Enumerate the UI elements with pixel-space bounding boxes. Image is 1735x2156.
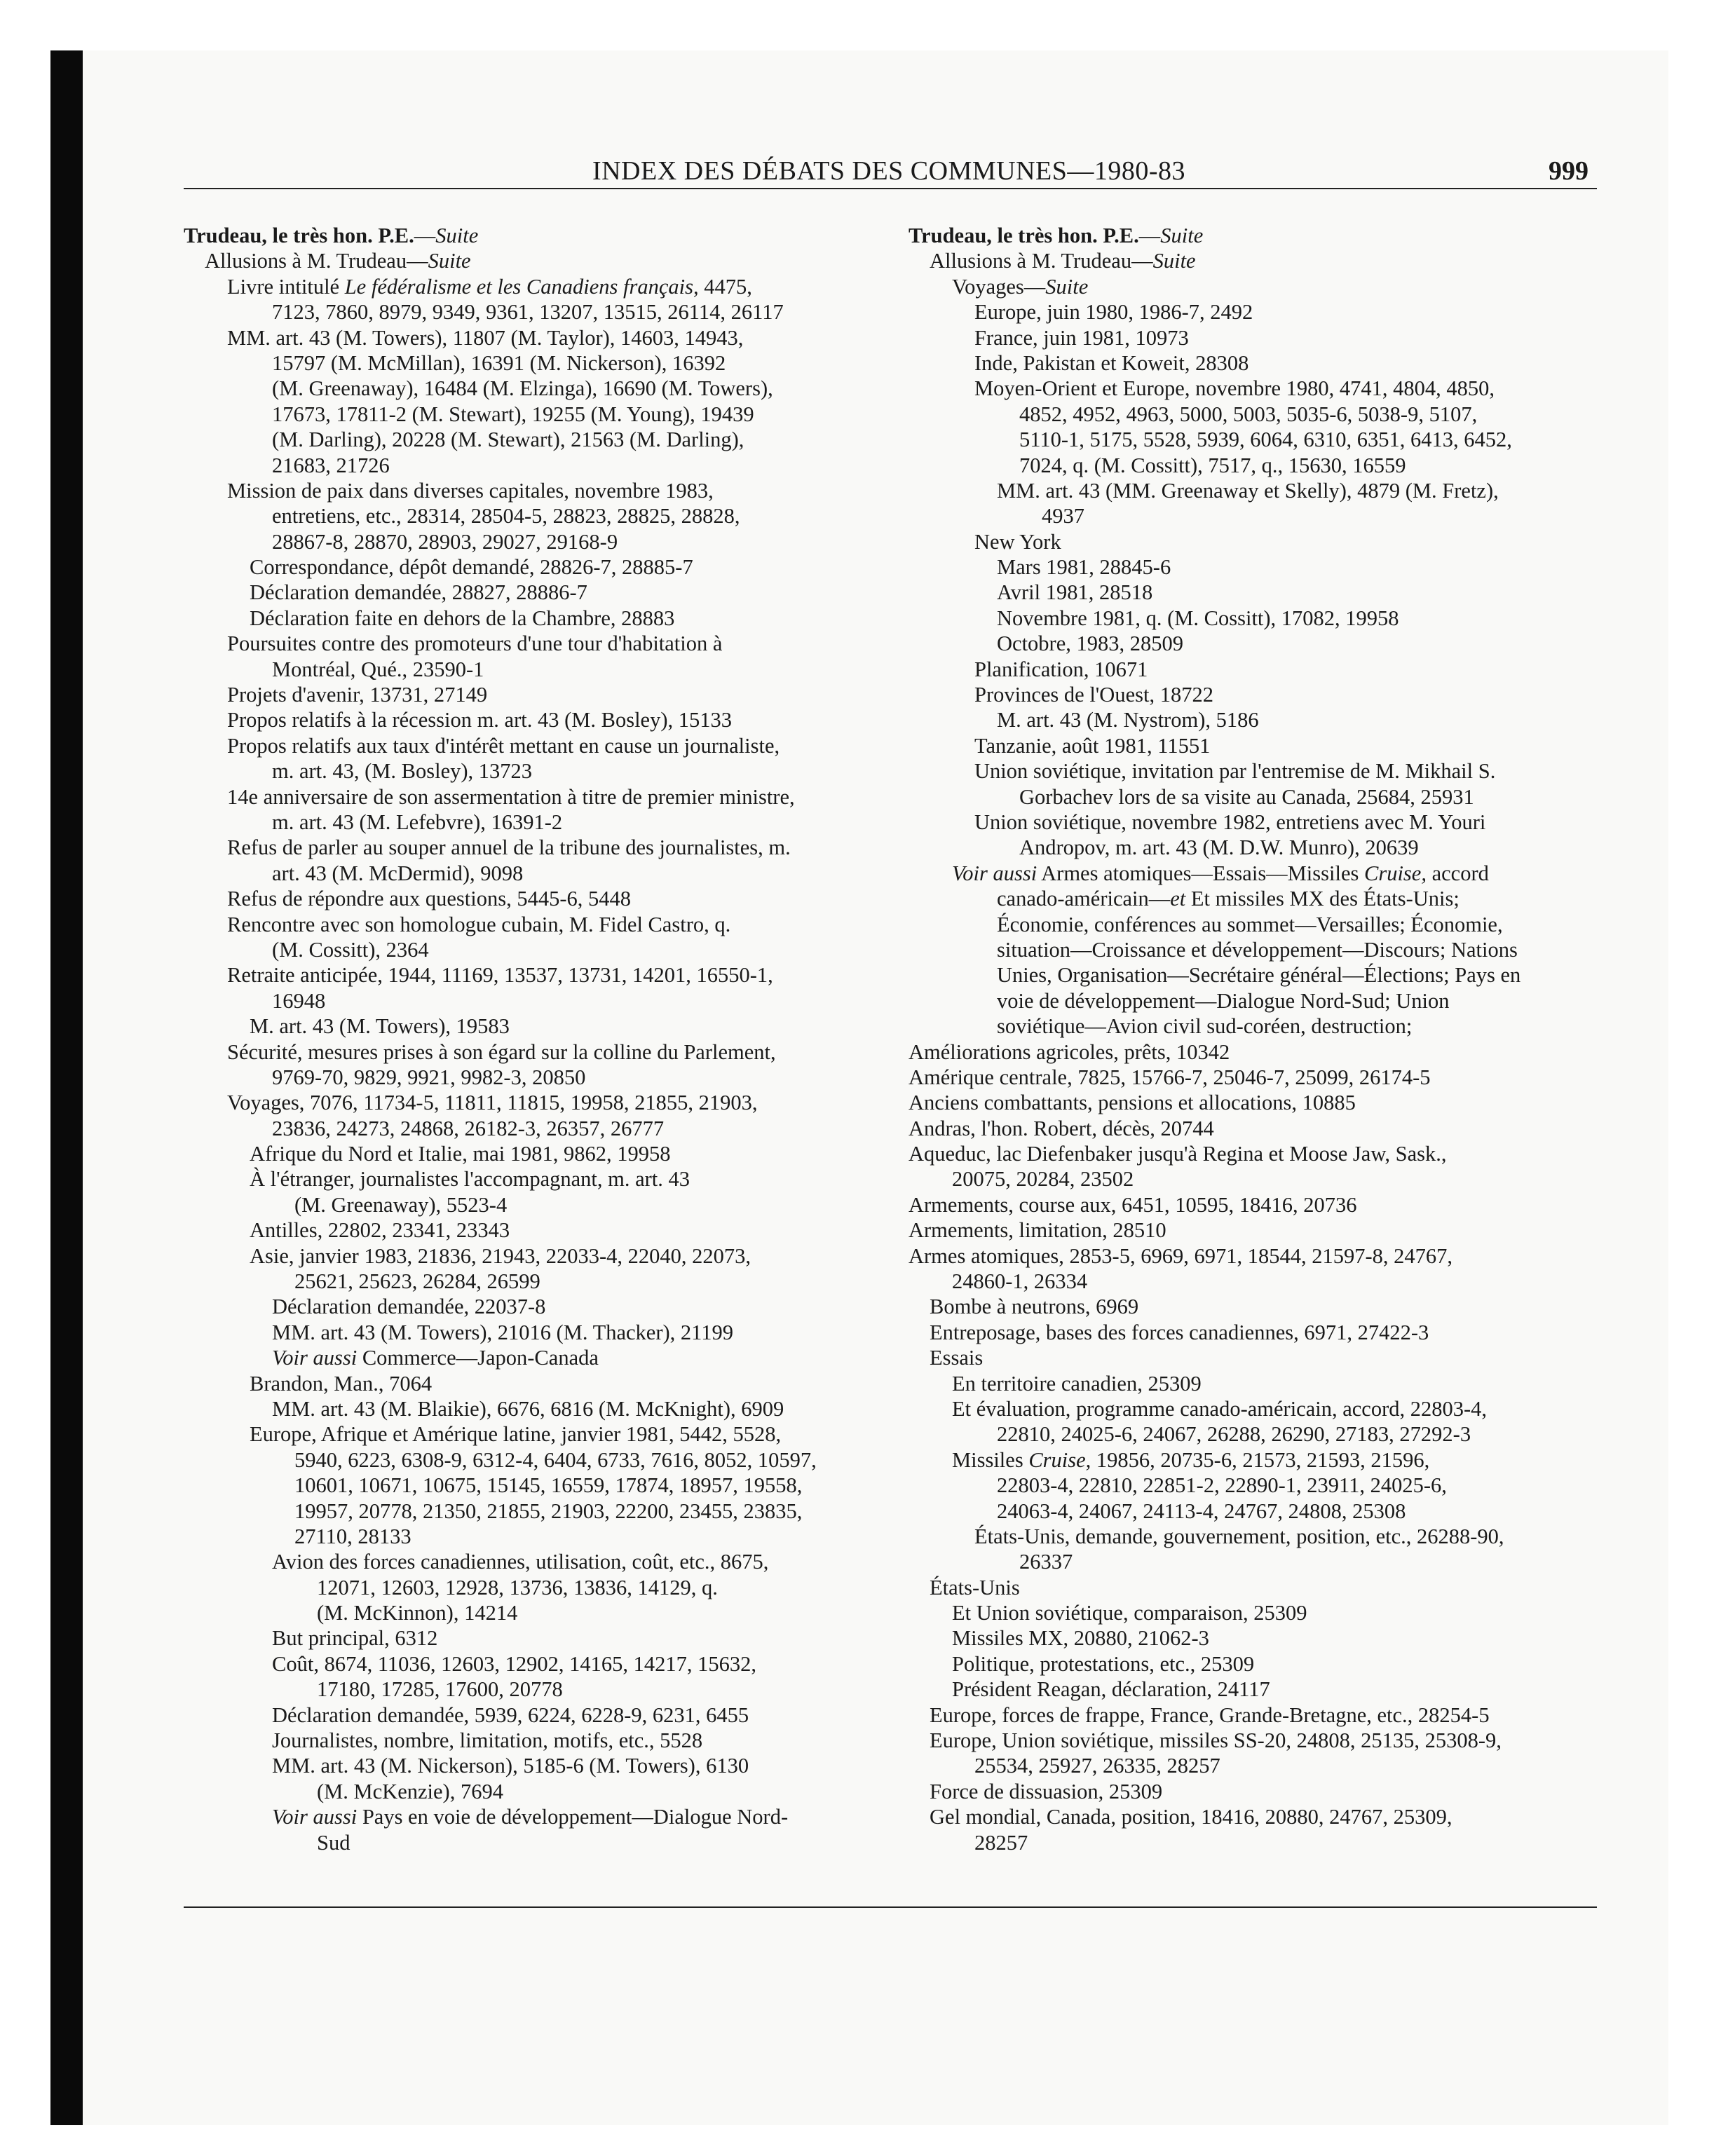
index-text: MM. art. 43 (M. Towers), 21016 (M. Thacker), 21199 xyxy=(272,1320,734,1344)
index-line xyxy=(184,1625,885,1651)
index-line xyxy=(909,1294,1610,1319)
index-text: Déclaration demandée, 28827, 28886-7 xyxy=(250,580,587,605)
index-text: 12071, 12603, 12928, 13736, 13836, 14129, q. xyxy=(317,1575,718,1599)
index-line xyxy=(909,1345,1610,1370)
index-line xyxy=(184,835,885,860)
index-line xyxy=(184,810,885,835)
index-text: Afrique du Nord et Italie, mai 1981, 9862, 19958 xyxy=(250,1142,671,1166)
index-line xyxy=(909,248,1610,273)
index-line xyxy=(909,1065,1610,1090)
index-line xyxy=(184,682,885,707)
index-line xyxy=(184,1473,885,1498)
index-text: 5940, 6223, 6308-9, 6312-4, 6404, 6733, 7616, 8052, 10597, xyxy=(294,1447,817,1472)
index-line xyxy=(184,350,885,376)
index-line xyxy=(184,1600,885,1625)
index-text: Déclaration demandée, 5939, 6224, 6228-9, 6231, 6455 xyxy=(272,1703,749,1727)
index-line xyxy=(184,554,885,580)
index-line xyxy=(184,1830,885,1855)
index-line xyxy=(909,758,1610,784)
index-text: Journalistes, nombre, limitation, motifs, etc., 5528 xyxy=(272,1728,703,1753)
index-text: États-Unis xyxy=(930,1575,1020,1599)
index-line xyxy=(909,1371,1610,1396)
index-line xyxy=(909,1524,1610,1549)
index-line xyxy=(184,1243,885,1269)
index-text: Europe, forces de frappe, France, Grande-Bretagne, etc., 28254-5 xyxy=(930,1703,1490,1727)
index-line xyxy=(909,810,1610,835)
index-line xyxy=(909,1090,1610,1115)
header-rule xyxy=(184,188,1597,189)
index-line xyxy=(909,427,1610,452)
index-line xyxy=(909,223,1610,248)
index-text: 19856, 20735-6, 21573, 21593, 21596, xyxy=(1091,1447,1430,1472)
index-line xyxy=(184,529,885,554)
index-text: Correspondance, dépôt demandé, 28826-7, 28885-7 xyxy=(250,555,693,580)
index-text: Déclaration faite en dehors de la Chambre, 28883 xyxy=(250,606,675,630)
index-text: (M. Greenaway), 16484 (M. Elzinga), 16690 (M. Towers), xyxy=(272,376,773,401)
index-line xyxy=(909,1039,1610,1065)
index-text: — xyxy=(414,224,436,247)
index-text: entretiens, etc., 28314, 28504-5, 28823, 28825, 28828, xyxy=(272,504,740,528)
index-text: Missiles MX, 20880, 21062-3 xyxy=(952,1626,1209,1651)
index-line xyxy=(184,631,885,656)
index-text: Mission de paix dans diverses capitales, novembre 1983, xyxy=(227,478,714,503)
index-line xyxy=(184,503,885,528)
index-line xyxy=(909,299,1610,325)
index-text: Suite xyxy=(1045,274,1089,299)
index-text: 17180, 17285, 17600, 20778 xyxy=(317,1677,563,1702)
index-line xyxy=(184,1014,885,1039)
index-text: Voyages— xyxy=(952,274,1046,299)
index-line xyxy=(184,861,885,886)
index-text: Coût, 8674, 11036, 12603, 12902, 14165, 14217, 15632, xyxy=(272,1651,757,1676)
index-line xyxy=(909,1830,1610,1855)
index-text: Gel mondial, Canada, position, 18416, 20880, 24767, 25309, xyxy=(930,1805,1452,1829)
index-line xyxy=(184,248,885,273)
index-text: accord xyxy=(1426,861,1489,885)
index-line xyxy=(909,1473,1610,1498)
index-text: Poursuites contre des promoteurs d'une tour d'habitation à xyxy=(227,632,723,656)
index-line xyxy=(909,1421,1610,1447)
index-text: 21683, 21726 xyxy=(272,453,390,477)
index-text: Mars 1981, 28845-6 xyxy=(997,555,1171,580)
index-text: Gorbachev lors de sa visite au Canada, 25684, 25931 xyxy=(1019,784,1474,809)
page-number: 999 xyxy=(1549,156,1588,186)
index-text: Armements, course aux, 6451, 10595, 18416, 20736 xyxy=(909,1192,1357,1217)
index-text: Économie, conférences au sommet—Versailles; Économie, xyxy=(997,912,1503,936)
index-line xyxy=(184,1141,885,1166)
index-line xyxy=(184,606,885,631)
index-text: 22810, 24025-6, 24067, 26288, 26290, 27183, 27292-3 xyxy=(997,1422,1471,1447)
index-line xyxy=(184,707,885,732)
index-line xyxy=(184,1549,885,1574)
index-line xyxy=(184,1065,885,1090)
index-text: Suite xyxy=(1160,224,1204,247)
index-line xyxy=(909,402,1610,427)
index-text: M. art. 43 (M. Nystrom), 5186 xyxy=(997,708,1259,732)
index-line xyxy=(184,1217,885,1243)
index-text: Voir aussi xyxy=(272,1805,358,1829)
index-text: But principal, 6312 xyxy=(272,1626,438,1651)
index-line xyxy=(909,1192,1610,1217)
footer-rule xyxy=(184,1906,1597,1908)
index-text: M. art. 43 (M. Towers), 19583 xyxy=(250,1014,510,1039)
index-text: Et missiles MX des États-Unis; xyxy=(1185,887,1460,911)
index-text: Europe, juin 1980, 1986-7, 2492 xyxy=(974,300,1253,325)
index-line xyxy=(909,274,1610,299)
index-line xyxy=(909,1549,1610,1574)
index-text: Refus de parler au souper annuel de la tribune des journalistes, m. xyxy=(227,835,791,860)
index-text: New York xyxy=(974,529,1061,554)
index-text: voie de développement—Dialogue Nord-Sud; Union xyxy=(997,988,1450,1013)
index-text: Union soviétique, invitation par l'entremise de M. Mikhail S. xyxy=(974,759,1496,784)
index-line xyxy=(184,1524,885,1549)
index-line xyxy=(909,1499,1610,1524)
index-line xyxy=(184,1499,885,1524)
index-line xyxy=(909,350,1610,376)
index-text: Missiles xyxy=(952,1447,1029,1472)
index-text: MM. art. 43 (M. Blaikie), 6676, 6816 (M. McKnight), 6909 xyxy=(272,1396,784,1421)
index-line xyxy=(909,1779,1610,1804)
index-text: 15797 (M. McMillan), 16391 (M. Nickerson), 16392 xyxy=(272,350,726,375)
index-text: Moyen-Orient et Europe, novembre 1980, 4741, 4804, 4850, xyxy=(974,376,1495,401)
index-line xyxy=(184,1371,885,1396)
index-text: Et Union soviétique, comparaison, 25309 xyxy=(952,1601,1307,1625)
index-line xyxy=(909,682,1610,707)
index-line xyxy=(909,835,1610,860)
index-column-left xyxy=(184,223,885,1855)
index-line xyxy=(184,937,885,962)
index-text: Et évaluation, programme canado-américain, accord, 22803-4, xyxy=(952,1396,1488,1421)
index-line xyxy=(184,1320,885,1345)
index-line xyxy=(184,223,885,248)
index-line xyxy=(184,988,885,1014)
index-text: Armes atomiques, 2853-5, 6969, 6971, 18544, 21597-8, 24767, xyxy=(909,1243,1452,1268)
index-text: Andras, l'hon. Robert, décès, 20744 xyxy=(909,1116,1214,1140)
index-text: Projets d'avenir, 13731, 27149 xyxy=(227,683,488,707)
index-text: MM. art. 43 (MM. Greenaway et Skelly), 4879 (M. Fretz), xyxy=(997,478,1499,503)
index-line xyxy=(184,1396,885,1421)
index-text: Essais xyxy=(930,1346,984,1370)
index-text: Le fédéralisme et les Canadiens français, xyxy=(344,274,699,299)
index-line xyxy=(909,529,1610,554)
index-text: 16948 xyxy=(272,988,326,1013)
index-line xyxy=(909,1116,1610,1141)
index-line xyxy=(184,1447,885,1473)
index-line xyxy=(184,1575,885,1600)
index-text: 20075, 20284, 23502 xyxy=(952,1167,1134,1192)
index-line xyxy=(184,1039,885,1065)
index-line xyxy=(909,1396,1610,1421)
index-line xyxy=(909,1141,1610,1166)
index-line xyxy=(909,657,1610,682)
index-text: Suite xyxy=(435,224,479,247)
running-title: INDEX DES DÉBATS DES COMMUNES—1980-83 xyxy=(592,156,1186,186)
index-line xyxy=(184,912,885,937)
index-text: Unies, Organisation—Secrétaire général—Élections; Pays en xyxy=(997,963,1521,988)
index-line xyxy=(909,478,1610,503)
index-text: 4937 xyxy=(1042,504,1084,528)
index-text: Aqueduc, lac Diefenbaker jusqu'à Regina et Moose Jaw, Sask., xyxy=(909,1142,1447,1166)
index-line xyxy=(909,1243,1610,1269)
index-line xyxy=(909,631,1610,656)
index-line xyxy=(909,1728,1610,1753)
index-line xyxy=(909,1703,1610,1728)
index-text: Président Reagan, déclaration, 24117 xyxy=(952,1677,1270,1702)
index-text: Propos relatifs aux taux d'intérêt mettant en cause un journaliste, xyxy=(227,733,780,758)
index-text: Propos relatifs à la récession m. art. 43 (M. Bosley), 15133 xyxy=(227,708,732,732)
index-line xyxy=(909,962,1610,988)
index-text: soviétique—Avion civil sud-coréen, destruction; xyxy=(997,1014,1413,1039)
index-text: France, juin 1981, 10973 xyxy=(974,325,1189,350)
index-text: Novembre 1981, q. (M. Cossitt), 17082, 19958 xyxy=(997,606,1399,630)
index-line xyxy=(184,1651,885,1677)
scan-edge-bar xyxy=(50,50,83,2125)
index-line xyxy=(184,580,885,605)
index-text: Antilles, 22802, 23341, 23343 xyxy=(250,1218,510,1243)
index-line xyxy=(184,1090,885,1115)
index-line xyxy=(184,1779,885,1804)
index-line xyxy=(909,1166,1610,1192)
index-text: canado-américain— xyxy=(997,887,1171,911)
index-line xyxy=(909,1600,1610,1625)
index-text: (M. McKinnon), 14214 xyxy=(317,1601,518,1625)
index-text: À l'étranger, journalistes l'accompagnant, m. art. 43 xyxy=(250,1167,690,1192)
index-text: Europe, Afrique et Amérique latine, janvier 1981, 5442, 5528, xyxy=(250,1422,782,1447)
index-text: Pays en voie de développement—Dialogue Nord- xyxy=(357,1805,789,1829)
index-text: 5110-1, 5175, 5528, 5939, 6064, 6310, 6351, 6413, 6452, xyxy=(1019,428,1512,452)
index-text: Améliorations agricoles, prêts, 10342 xyxy=(909,1039,1230,1064)
index-text: Avril 1981, 28518 xyxy=(997,580,1153,605)
index-line xyxy=(184,886,885,911)
index-text: Voir aussi xyxy=(952,861,1037,885)
index-line xyxy=(909,554,1610,580)
index-line xyxy=(184,402,885,427)
index-text: 7123, 7860, 8979, 9349, 9361, 13207, 13515, 26114, 26117 xyxy=(272,300,784,325)
index-text: Déclaration demandée, 22037-8 xyxy=(272,1295,546,1319)
index-text: Amérique centrale, 7825, 15766-7, 25046-7, 25099, 26174-5 xyxy=(909,1065,1431,1089)
index-text: Trudeau, le très hon. P.E. xyxy=(184,224,414,247)
index-line xyxy=(909,937,1610,962)
index-text: Tanzanie, août 1981, 11551 xyxy=(974,733,1211,758)
index-text: États-Unis, demande, gouvernement, position, etc., 26288-90, xyxy=(974,1524,1504,1548)
index-text: Provinces de l'Ouest, 18722 xyxy=(974,683,1213,707)
index-line xyxy=(909,1320,1610,1345)
index-text: Andropov, m. art. 43 (M. D.W. Munro), 20639 xyxy=(1019,835,1419,860)
index-text: 27110, 28133 xyxy=(294,1524,411,1548)
index-line xyxy=(909,1447,1610,1473)
index-line xyxy=(184,784,885,810)
index-text: Octobre, 1983, 28509 xyxy=(997,632,1183,656)
index-line xyxy=(184,962,885,988)
index-line xyxy=(184,1116,885,1141)
index-line xyxy=(909,784,1610,810)
index-line xyxy=(909,453,1610,478)
index-text: Planification, 10671 xyxy=(974,657,1148,681)
index-line xyxy=(909,733,1610,758)
index-line xyxy=(184,1294,885,1319)
index-line xyxy=(184,299,885,325)
index-text: m. art. 43, (M. Bosley), 13723 xyxy=(272,759,533,784)
index-text: Cruise, xyxy=(1028,1447,1091,1472)
index-line xyxy=(909,1804,1610,1829)
index-text: MM. art. 43 (M. Towers), 11807 (M. Taylor), 14603, 14943, xyxy=(227,325,744,350)
index-line xyxy=(184,453,885,478)
index-line xyxy=(184,1804,885,1829)
index-text: 24860-1, 26334 xyxy=(952,1269,1088,1294)
index-line xyxy=(909,1677,1610,1702)
index-line xyxy=(184,758,885,784)
index-text: Armements, limitation, 28510 xyxy=(909,1218,1166,1243)
index-line xyxy=(909,1014,1610,1039)
index-text: Livre intitulé xyxy=(227,274,345,299)
index-text: 28867-8, 28870, 28903, 29027, 29168-9 xyxy=(272,529,618,554)
index-text: et xyxy=(1170,887,1186,911)
index-line xyxy=(184,1345,885,1370)
index-line xyxy=(909,1575,1610,1600)
index-line xyxy=(909,1269,1610,1294)
index-text: 7024, q. (M. Cossitt), 7517, q., 15630, 16559 xyxy=(1019,453,1406,477)
index-line xyxy=(184,657,885,682)
index-line xyxy=(909,1753,1610,1778)
index-text: Bombe à neutrons, 6969 xyxy=(930,1295,1139,1319)
index-line xyxy=(184,1192,885,1217)
index-text: Sécurité, mesures prises à son égard sur la colline du Parlement, xyxy=(227,1039,776,1064)
index-line xyxy=(184,1269,885,1294)
index-text: Brandon, Man., 7064 xyxy=(250,1371,433,1396)
index-text: Allusions à M. Trudeau— xyxy=(205,249,428,273)
index-text: Entreposage, bases des forces canadiennes, 6971, 27422-3 xyxy=(930,1320,1429,1344)
index-line xyxy=(909,1217,1610,1243)
index-text: 28257 xyxy=(974,1830,1028,1855)
index-text: m. art. 43 (M. Lefebvre), 16391-2 xyxy=(272,810,563,834)
index-text: situation—Croissance et développement—Discours; Nations xyxy=(997,937,1518,962)
index-line xyxy=(184,1166,885,1192)
index-line xyxy=(184,1728,885,1753)
index-text: MM. art. 43 (M. Nickerson), 5185-6 (M. Towers), 6130 xyxy=(272,1754,749,1778)
index-line xyxy=(909,988,1610,1014)
index-text: 26337 xyxy=(1019,1550,1073,1574)
index-text: Voyages, 7076, 11734-5, 11811, 11815, 19958, 21855, 21903, xyxy=(227,1091,758,1115)
index-text: Montréal, Qué., 23590-1 xyxy=(272,657,484,681)
index-text: Allusions à M. Trudeau— xyxy=(930,249,1153,273)
index-text: Avion des forces canadiennes, utilisation, coût, etc., 8675, xyxy=(272,1550,769,1574)
index-text: Retraite anticipée, 1944, 11169, 13537, 13731, 14201, 16550-1, xyxy=(227,963,773,988)
index-text: Commerce—Japon-Canada xyxy=(357,1346,599,1370)
index-line xyxy=(184,376,885,401)
index-text: — xyxy=(1138,224,1161,247)
index-text: Anciens combattants, pensions et allocations, 10885 xyxy=(909,1091,1356,1115)
index-text: Suite xyxy=(1152,249,1196,273)
index-line xyxy=(909,861,1610,886)
index-text: Suite xyxy=(428,249,471,273)
index-line xyxy=(909,376,1610,401)
index-line xyxy=(184,427,885,452)
index-text: (M. Darling), 20228 (M. Stewart), 21563 (M. Darling), xyxy=(272,428,744,452)
index-text: Inde, Pakistan et Koweit, 28308 xyxy=(974,350,1249,375)
index-text: Sud xyxy=(317,1830,351,1855)
index-line xyxy=(184,1677,885,1702)
index-line xyxy=(184,1421,885,1447)
index-text: 4852, 4952, 4963, 5000, 5003, 5035-6, 5038-9, 5107, xyxy=(1019,402,1478,426)
index-line xyxy=(909,886,1610,911)
index-text: 23836, 24273, 24868, 26182-3, 26357, 26777 xyxy=(272,1116,665,1140)
index-line xyxy=(184,1753,885,1778)
index-text: Union soviétique, novembre 1982, entretiens avec M. Youri xyxy=(974,810,1486,834)
index-text: En territoire canadien, 25309 xyxy=(952,1371,1202,1396)
index-line xyxy=(909,606,1610,631)
index-text: Force de dissuasion, 25309 xyxy=(930,1779,1163,1803)
index-text: Armes atomiques—Essais—Missiles xyxy=(1037,861,1364,885)
index-text: Cruise, xyxy=(1364,861,1427,885)
index-text: 22803-4, 22810, 22851-2, 22890-1, 23911, 24025-6, xyxy=(997,1473,1447,1498)
index-line xyxy=(909,912,1610,937)
index-text: 24063-4, 24067, 24113-4, 24767, 24808, 25308 xyxy=(997,1499,1406,1523)
index-line xyxy=(184,733,885,758)
index-text: Europe, Union soviétique, missiles SS-20, 24808, 25135, 25308-9, xyxy=(930,1728,1502,1753)
index-text: 25534, 25927, 26335, 28257 xyxy=(974,1754,1220,1778)
page-header xyxy=(184,156,1594,191)
index-line xyxy=(909,325,1610,350)
index-text: 4475, xyxy=(698,274,752,299)
index-line xyxy=(184,1703,885,1728)
index-text: 25621, 25623, 26284, 26599 xyxy=(294,1269,540,1294)
index-line xyxy=(909,580,1610,605)
index-text: Refus de répondre aux questions, 5445-6, 5448 xyxy=(227,887,632,911)
index-text: Rencontre avec son homologue cubain, M. Fidel Castro, q. xyxy=(227,912,731,936)
index-column-right xyxy=(909,223,1610,1855)
index-text: 14e anniversaire de son assermentation à titre de premier ministre, xyxy=(227,784,795,809)
index-text: 9769-70, 9829, 9921, 9982-3, 20850 xyxy=(272,1065,586,1089)
index-line xyxy=(909,1651,1610,1677)
index-text: 17673, 17811-2 (M. Stewart), 19255 (M. Young), 19439 xyxy=(272,402,754,426)
index-text: (M. Cossitt), 2364 xyxy=(272,937,429,962)
index-text: 19957, 20778, 21350, 21855, 21903, 22200, 23455, 23835, xyxy=(294,1499,803,1523)
index-line xyxy=(909,503,1610,528)
index-line xyxy=(184,274,885,299)
index-line xyxy=(909,707,1610,732)
index-text: 10601, 10671, 10675, 15145, 16559, 17874, 18957, 19558, xyxy=(294,1473,803,1498)
index-text: art. 43 (M. McDermid), 9098 xyxy=(272,861,524,885)
index-line xyxy=(184,325,885,350)
index-text: Trudeau, le très hon. P.E. xyxy=(909,224,1139,247)
index-text: Politique, protestations, etc., 25309 xyxy=(952,1651,1255,1676)
index-text: Asie, janvier 1983, 21836, 21943, 22033-4, 22040, 22073, xyxy=(250,1243,751,1268)
index-line xyxy=(184,478,885,503)
index-text: Voir aussi xyxy=(272,1346,358,1370)
index-text: (M. McKenzie), 7694 xyxy=(317,1779,503,1803)
index-text: (M. Greenaway), 5523-4 xyxy=(294,1192,508,1217)
index-line xyxy=(909,1625,1610,1651)
